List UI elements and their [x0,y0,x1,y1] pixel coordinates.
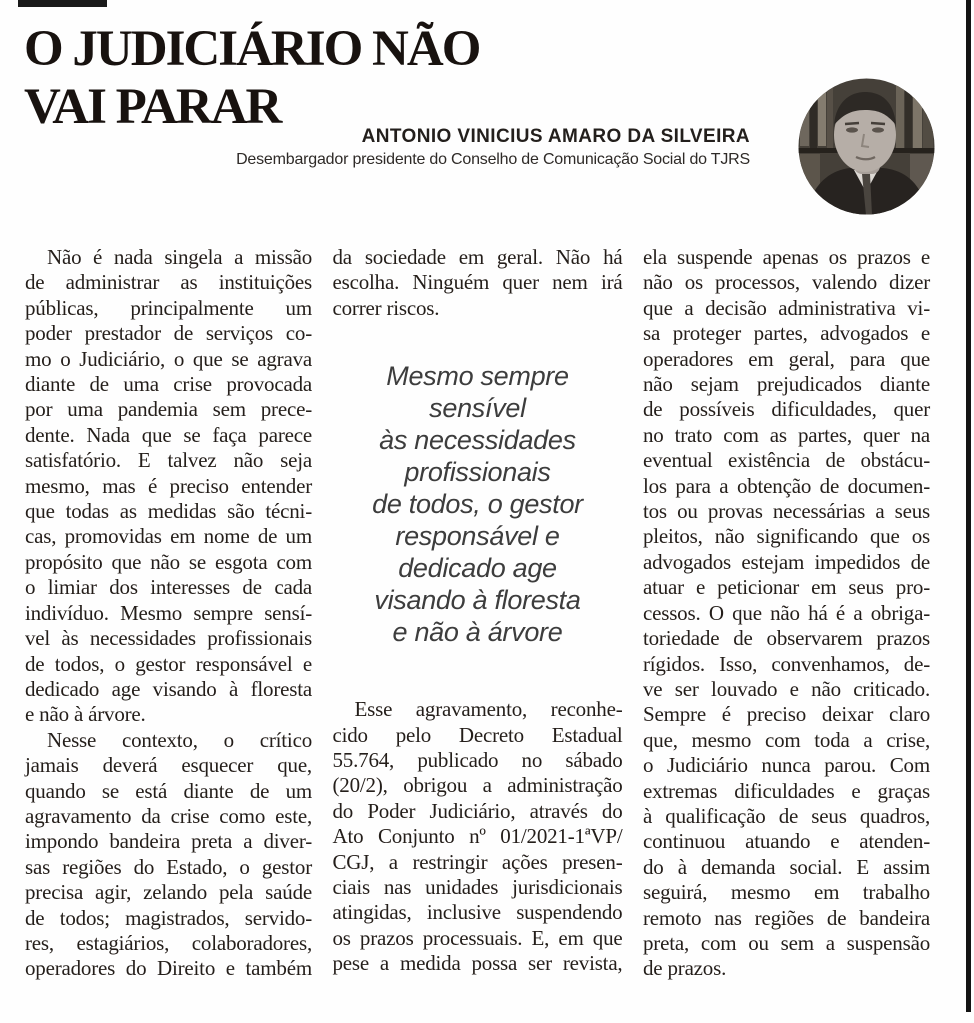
text-line: de prazos. [643,956,727,981]
column-2 [333,245,623,982]
text-line: Esse agravamento, reconhe- [354,697,623,722]
text-line: da sociedade em geral. Não há [332,245,623,269]
byline-block [236,126,750,169]
text-line: o Judiciário nunca parou. Com [643,753,930,778]
portrait-photo-icon [798,78,935,215]
text-line: eventual existência de obstácu- [643,448,930,473]
text-line: satisfatório. E talvez não seja [25,448,312,473]
text-line: Sempre é preciso deixar claro [643,702,930,727]
text-line: dedicado age [398,553,557,584]
text-line: por uma pandemia sem prece- [25,397,312,422]
article-title [24,20,479,136]
text-line: pese a medida possa ser revista, [332,951,623,976]
author-role: Desembargador presidente do Conselho de Comunicação Social do TJRS [236,151,750,168]
text-line: sas regiões do Estado, o gestor [25,854,312,879]
text-line: de todos, o gestor [372,489,583,520]
author-name: ANTONIO VINICIUS AMARO DA SILVEIRA [361,126,750,147]
text-line: e não à árvore. [25,702,146,727]
text-line: seguirá, mesmo em trabalho [643,880,930,905]
text-line: Não é nada singela a missão [47,245,312,269]
text-line: não sejam prejudicados diante [643,372,930,397]
text-line: no trato com as partes, quer na [643,422,930,447]
column-3 [643,245,930,982]
text-line: indivíduo. Mesmo sempre sensí- [25,600,312,625]
text-line: impondo bandeira preta a diver- [25,829,312,854]
text-line: à qualificação de seus quadros, [643,803,930,828]
text-line: correr riscos. [332,295,440,320]
text-line: visando à floresta [374,585,581,616]
text-line: às necessidades [379,425,576,456]
paragraph [333,697,623,976]
text-line: que, mesmo com toda a crise, [643,727,930,752]
text-line: Mesmo sempre [386,361,569,392]
paragraph [643,245,930,982]
text-line: advogados estejam impedidos de [643,549,930,574]
text-line: os prazos processuais. E, em que [332,925,623,950]
text-line: (20/2), obrigou a administração [332,773,623,798]
text-line: cido pelo Decreto Estadual [332,722,623,747]
text-line: vel às necessidades profissionais [25,626,312,651]
text-line: diante de uma crise provocada [25,372,312,397]
text-line: que todas as medidas são técni- [25,499,312,524]
text-line: rígidos. Isso, convenhamos, de- [643,651,930,676]
text-line: operadores do Direito e também [25,956,312,981]
text-line: quando se está diante de um [25,778,312,803]
text-line: los para a obtenção de documen- [643,473,930,498]
text-line: mesmo, mas é preciso entender [25,473,312,498]
text-line: continuou atuando e atenden- [643,829,930,854]
text-line: atuar e peticionar em seus pro- [643,575,930,600]
paragraph [25,245,312,728]
text-line: ela suspende apenas os prazos e [643,245,930,269]
text-line: responsável e [395,521,560,552]
article-body [25,245,930,982]
text-line: do à demanda social. E assim [643,854,930,879]
author-portrait-photo [798,78,935,215]
text-line: profissionais [404,457,551,488]
text-line: agravamento da crise como este, [25,803,312,828]
text-line: tos ou provas necessárias a seus [643,499,930,524]
article-title-line1: O JUDICIÁRIO NÃO [24,21,480,77]
top-crop-bar [18,0,107,7]
text-line: remoto nas regiões de bandeira [643,905,930,930]
text-line: de possíveis dificuldades, quer [643,397,930,422]
text-line: mo o Judiciário, o que se agrava [25,346,312,371]
text-line: não os processos, valendo dizer [643,270,930,295]
text-line: que a decisão administrativa vi- [643,295,930,320]
text-line: atingidas, inclusive suspendendo [332,900,623,925]
text-line: sa proteger partes, advogados e [643,321,930,346]
pull-quote [333,360,623,648]
text-line: ciais nas unidades jurisdicionais [332,875,623,900]
paragraph [333,245,623,321]
text-line: precisa agir, zelando pela saúde [25,880,312,905]
text-line: propósito que não se esgota com [25,549,312,574]
text-line: res, estagiários, colaboradores, [25,930,312,955]
text-line: o limiar dos interesses de cada [25,575,312,600]
text-line: pleitos, não significando que os [643,524,930,549]
right-column-rule [966,0,971,1012]
text-line: públicas, principalmente um [25,295,312,320]
column-1 [25,245,312,982]
text-line: de administrar as instituições [25,270,312,295]
text-line: sensível [429,393,526,424]
text-line: escolha. Ninguém quer nem irá [332,270,623,295]
text-line: e não à árvore [392,617,563,648]
text-line: jamais deverá esquecer que, [25,753,312,778]
paragraph [25,728,312,982]
text-line: cas, promovidas em nome de um [25,524,312,549]
text-line: Nesse contexto, o crítico [47,727,312,752]
text-line: preta, com ou sem a suspensão [643,930,930,955]
text-line: ve ser louvado e não criticado. [643,676,930,701]
text-line: dente. Nada que se faça parece [25,422,312,447]
text-line: do Poder Judiciário, através do [332,798,623,823]
text-line: poder prestador de serviços co- [25,321,312,346]
article-title-line2: VAI PARAR [24,79,281,135]
text-line: de todos, o gestor responsável e [25,651,312,676]
text-line: extremas dificuldades e graças [643,778,930,803]
text-line: de todos; magistrados, servido- [25,905,312,930]
text-line: CGJ, a restringir ações presen- [332,849,623,874]
text-line: toriedade de observarem prazos [643,626,930,651]
text-line: operadores em geral, para que [643,346,930,371]
text-line: 55.764, publicado no sábado [332,748,623,773]
text-line: dedicado age visando à floresta [25,676,312,701]
text-line: cessos. O que não há é a obriga- [643,600,930,625]
text-line: Ato Conjunto nº 01/2021-1ªVP/ [332,824,623,849]
